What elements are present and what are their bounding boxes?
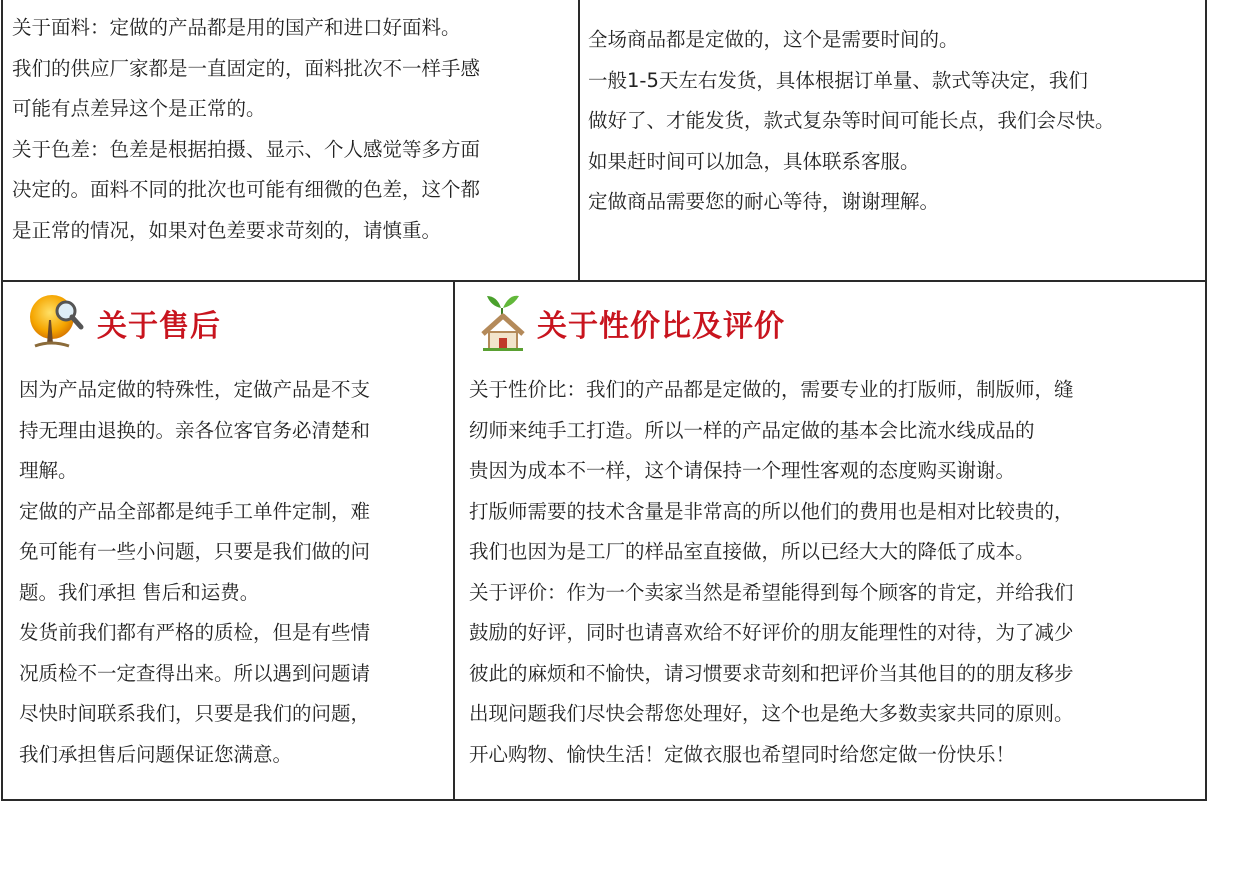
shipping-line: 全场商品都是定做的，这个是需要时间的。 (588, 28, 959, 51)
aftersale-line: 理解。 (19, 459, 78, 482)
value-line: 开心购物、愉快生活！定做衣服也希望同时给您定做一份快乐！ (469, 742, 1016, 766)
value-line: 我们也因为是工厂的样品室直接做，所以已经大大的降低了成本。 (469, 540, 1035, 563)
value-review-title: 关于性价比及评价 (537, 309, 785, 344)
magnifier-tree-icon (25, 290, 87, 356)
value-line: 彼此的麻烦和不愉快，请习惯要求苛刻和把评价当其他目的的朋友移步 (469, 661, 1074, 685)
value-line: 纫师来纯手工打造。所以一样的产品定做的基本会比流水线成品的 (469, 418, 1035, 442)
shipping-notice-text (588, 20, 1115, 223)
fabric-line: 关于面料：定做的产品都是用的国产和进口好面料。 (12, 16, 461, 39)
aftersale-line: 发货前我们都有严格的质检，但是有些情 (19, 621, 371, 644)
aftersale-line: 持无理由退换的。亲各位客官务必清楚和 (19, 418, 371, 442)
aftersale-line: 尽快时间联系我们，只要是我们的问题， (19, 702, 371, 725)
aftersale-line: 定做的产品全部都是纯手工单件定制，难 (19, 499, 371, 523)
aftersale-line: 况质检不一定查得出来。所以遇到问题请 (19, 661, 371, 685)
shipping-notice-box (578, 0, 1207, 282)
aftersale-line: 我们承担售后问题保证您满意。 (19, 742, 293, 766)
value-line: 贵因为成本不一样，这个请保持一个理性客观的态度购买谢谢。 (469, 459, 1016, 482)
value-line: 打版师需要的技术含量是非常高的所以他们的费用也是相对比较贵的， (469, 499, 1074, 523)
aftersale-text (19, 370, 370, 775)
value-review-section (453, 280, 1207, 801)
value-line: 鼓励的好评，同时也请喜欢给不好评价的朋友能理性的对待，为了减少 (469, 621, 1074, 644)
shipping-line: 做好了、才能发货，款式复杂等时间可能长点，我们会尽快。 (588, 109, 1115, 132)
aftersale-section (1, 280, 455, 801)
value-review-heading (479, 290, 785, 356)
fabric-notice-text (12, 8, 480, 251)
aftersale-heading (25, 290, 221, 356)
shipping-line: 如果赶时间可以加急，具体联系客服。 (588, 149, 920, 173)
aftersale-line: 因为产品定做的特殊性，定做产品是不支 (19, 378, 371, 401)
fabric-line: 决定的。面料不同的批次也可能有细微的色差，这个都 (12, 178, 481, 201)
shipping-line: 一般1-5天左右发货，具体根据订单量、款式等决定，我们 (588, 68, 1088, 92)
fabric-line: 关于色差：色差是根据拍摄、显示、个人感觉等多方面 (12, 137, 481, 161)
aftersale-title: 关于售后 (97, 309, 221, 344)
value-line: 出现问题我们尽快会帮您处理好，这个也是绝大多数卖家共同的原则。 (469, 702, 1074, 725)
aftersale-line: 题。我们承担 售后和运费。 (19, 580, 260, 604)
fabric-line: 我们的供应厂家都是一直固定的，面料批次不一样手感 (12, 56, 481, 80)
shipping-line: 定做商品需要您的耐心等待，谢谢理解。 (588, 190, 940, 213)
aftersale-line: 免可能有一些小问题，只要是我们做的问 (19, 540, 371, 563)
fabric-line: 是正常的情况，如果对色差要求苛刻的，请慎重。 (12, 218, 442, 242)
value-line: 关于评价：作为一个卖家当然是希望能得到每个顾客的肯定，并给我们 (469, 580, 1074, 604)
value-review-text (469, 370, 1074, 775)
value-line: 关于性价比：我们的产品都是定做的，需要专业的打版师，制版师，缝 (469, 378, 1074, 401)
fabric-notice-box (1, 0, 580, 282)
fabric-line: 可能有点差异这个是正常的。 (12, 97, 266, 120)
house-sprout-icon (479, 290, 527, 356)
